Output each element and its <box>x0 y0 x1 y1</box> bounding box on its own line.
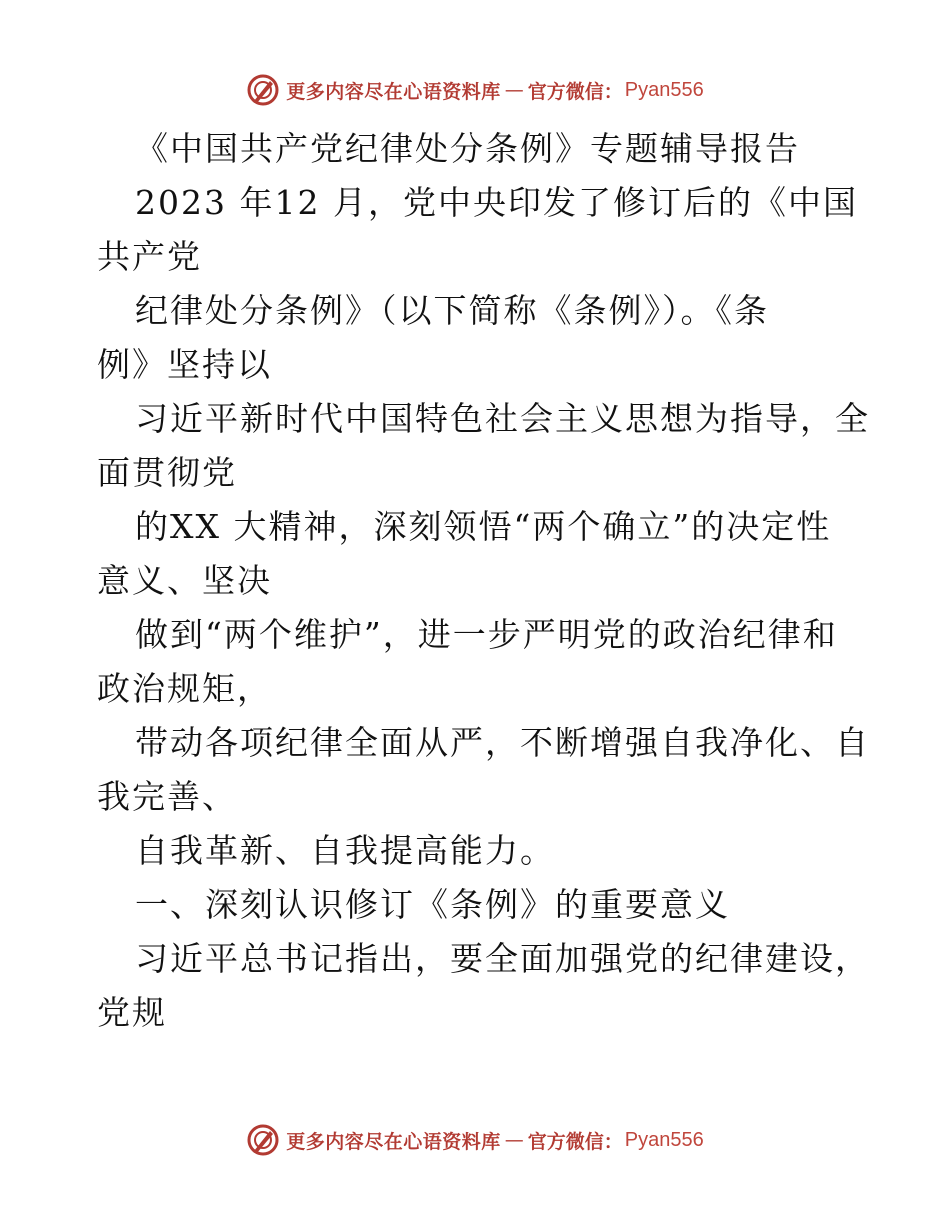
document-line: 2023 年12 月，党中央印发了修订后的《中国 <box>135 183 858 222</box>
document-line: 共产党 <box>97 237 202 276</box>
document-line: 政治规矩， <box>97 669 272 708</box>
document-line: 习近平新时代中国特色社会主义思想为指导，全 <box>135 399 870 438</box>
watermark-banner-top <box>0 70 950 110</box>
watermark-dash: — <box>504 79 524 101</box>
document-line: 纪律处分条例》（以下简称《条例》）。《条 <box>135 291 769 330</box>
watermark-wechat-id: Pyan556 <box>624 78 704 101</box>
document-body <box>97 122 870 1040</box>
watermark-text: 更多内容尽在心语资料库 <box>286 80 501 103</box>
watermark-dash: — <box>504 1129 524 1151</box>
document-line: 习近平总书记指出，要全面加强党的纪律建设， <box>135 939 870 978</box>
pen-logo-icon <box>246 73 280 107</box>
document-line: 我完善、 <box>97 777 237 816</box>
watermark-wechat-id: Pyan556 <box>624 1128 704 1151</box>
document-line: 《中国共产党纪律处分条例》专题辅导报告 <box>135 129 800 168</box>
document-line: 例》坚持以 <box>97 345 272 384</box>
watermark-wechat-label: 官方微信： <box>527 80 623 103</box>
document-line: 面贯彻党 <box>97 453 237 492</box>
pen-logo-icon <box>246 1123 280 1157</box>
document-line: 做到“两个维护”，进一步严明党的政治纪律和 <box>135 615 838 654</box>
document-line: 自我革新、自我提高能力。 <box>135 831 555 870</box>
document-line: 意义、坚决 <box>97 561 272 600</box>
watermark-text: 更多内容尽在心语资料库 <box>286 1130 501 1153</box>
watermark-wechat-label: 官方微信： <box>527 1130 623 1153</box>
document-line: 党规 <box>97 993 167 1032</box>
watermark-banner-bottom <box>0 1120 950 1160</box>
document-line: 一、深刻认识修订《条例》的重要意义 <box>135 885 730 924</box>
document-line: 的XX 大精神，深刻领悟“两个确立”的决定性 <box>135 507 832 546</box>
document-line: 带动各项纪律全面从严，不断增强自我净化、自 <box>135 723 870 762</box>
